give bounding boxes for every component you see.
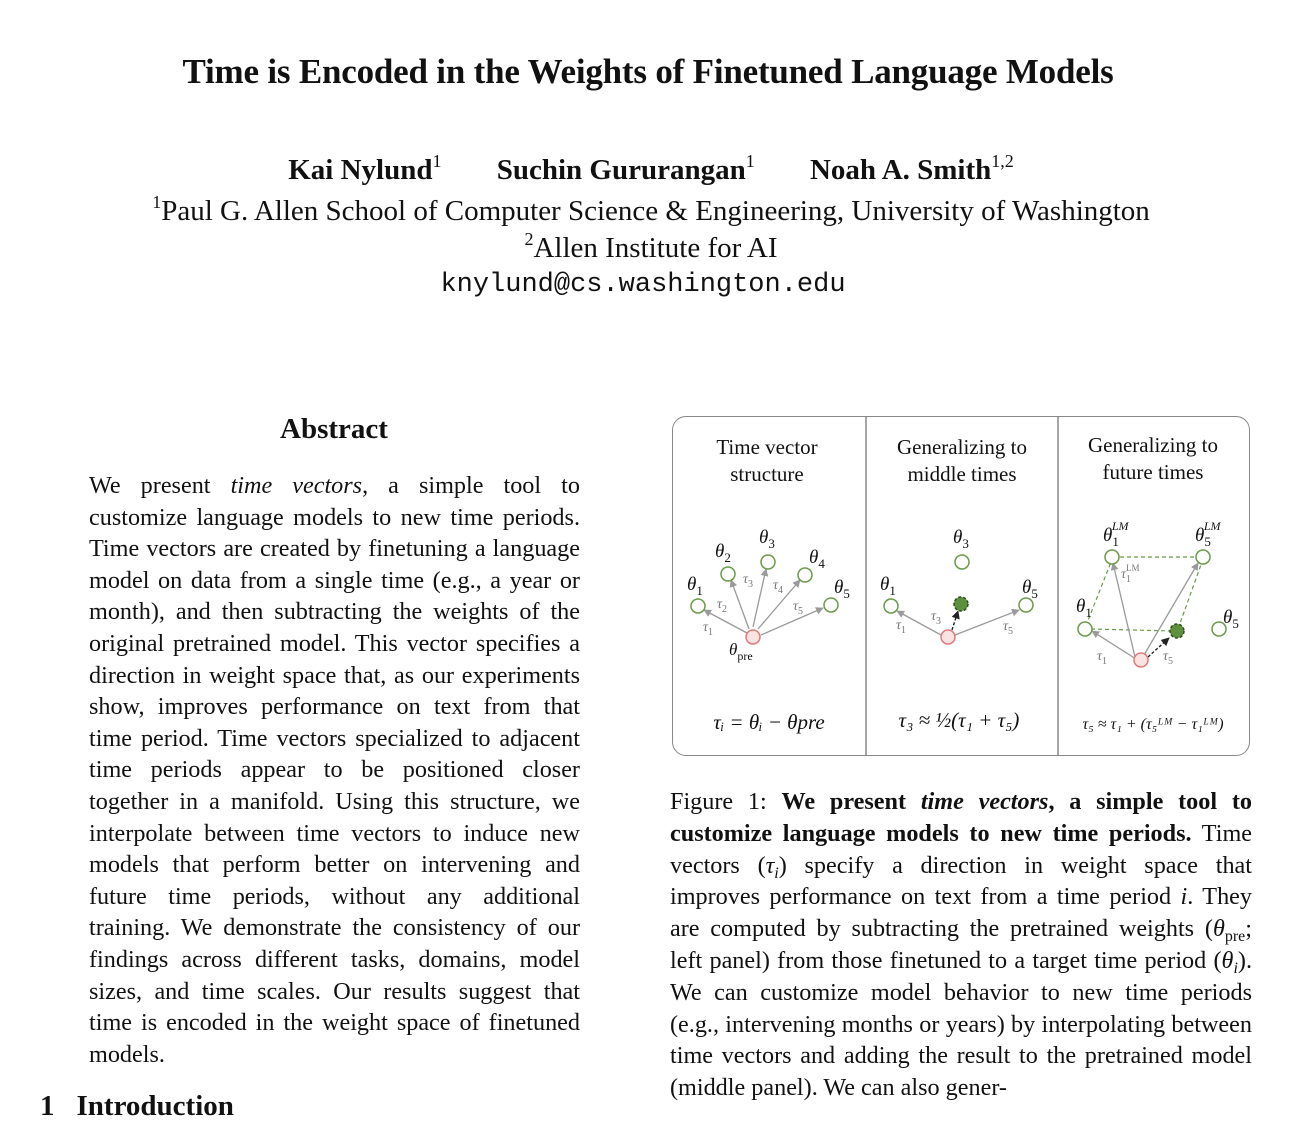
abstract-heading: Abstract <box>280 413 388 445</box>
caption-sub-i: i <box>774 864 779 882</box>
theta3-label: $\theta_3$ <box>953 527 969 551</box>
tau2-label: $\tau_2$ <box>717 597 728 615</box>
lm-dashed-edge <box>1091 629 1173 631</box>
theta-pre-node <box>746 630 760 644</box>
theta1-node <box>884 599 898 613</box>
author-affil-sup: 1,2 <box>991 151 1014 171</box>
caption-text-4: ; left panel) from those finetuned to a target time period ( <box>670 915 1252 974</box>
theta5-node <box>824 598 838 612</box>
tau4-label: $\tau_4$ <box>773 578 784 596</box>
panel-3-title-line2: future times <box>1102 460 1204 484</box>
theta4-node <box>798 568 812 582</box>
panel-1-equation: τᵢ = θᵢ − θpre <box>713 710 825 734</box>
theta-pre-node <box>1134 653 1148 667</box>
affil-text: Allen Institute for AI <box>533 232 778 264</box>
theta-pre-node <box>941 630 955 644</box>
theta4-label: $\theta_4$ <box>809 547 825 571</box>
caption-tau: τ <box>765 851 775 879</box>
affil-text: Paul G. Allen School of Computer Science & Engineering, University of Washington <box>161 195 1150 227</box>
panel-2-title-line1: Generalizing to <box>896 435 1028 459</box>
caption-label: Figure 1: <box>670 788 782 815</box>
caption-text-5: ). We can customize model behavior to new time periods (e.g., intervening months or years) by interpolating between time vectors and adding the result to the pretrained model (middle panel). We can also gener- <box>670 946 1252 1102</box>
tau2-arrow <box>731 580 749 629</box>
tau5-arrow <box>761 608 823 635</box>
caption-text-1: Time vectors ( <box>670 819 1252 879</box>
section-heading <box>40 1090 256 1123</box>
affiliation-1 <box>0 192 1302 228</box>
theta3-node <box>955 555 969 569</box>
affil-sup: 1 <box>152 192 162 212</box>
author-email[interactable]: knylund@cs.washington.edu <box>440 270 846 300</box>
theta2-label: $\theta_2$ <box>715 541 731 565</box>
tau3-label: $\tau_3$ <box>743 572 754 590</box>
tau5-label: $\tau_5$ <box>1003 619 1014 637</box>
author-affil-sup: 1 <box>745 151 755 171</box>
caption-i: i <box>1180 883 1188 911</box>
tau1-lm-label: $\tau_1LM$ <box>1121 563 1140 585</box>
tau-lm5-arrow <box>1144 563 1198 655</box>
author-name: Suchin Gururangan <box>496 154 746 186</box>
tau1-label: $\tau_1$ <box>896 618 907 636</box>
theta1-label: $\theta_1$ <box>687 574 703 598</box>
theta1-lm-label: $\theta_1LM$ <box>1103 519 1129 549</box>
theta5-label: $\theta_5$ <box>1223 607 1239 631</box>
theta2-node <box>721 567 735 581</box>
caption-bold-2: , a simple tool to customize language models to new time periods. <box>670 788 1253 847</box>
author-2 <box>496 151 755 186</box>
theta5-estimated-node <box>1170 624 1184 638</box>
caption-text-3: . They are computed by subtracting the pretrained weights ( <box>670 883 1252 943</box>
panel-3-equation: τ₅ ≈ τ₁ + (τ₅ᴸᴹ − τ₁ᴸᴹ) <box>1082 716 1224 733</box>
affiliation-2 <box>0 229 1302 265</box>
tau3-interp-arrow <box>952 611 958 630</box>
lm-dashed-edge <box>1178 559 1203 629</box>
author-list <box>0 151 1302 187</box>
tau5-label: $\tau_5$ <box>793 599 804 617</box>
tau1-label: $\tau_1$ <box>1097 649 1108 667</box>
tau3-arrow <box>753 569 766 627</box>
theta3-estimated-node <box>954 597 968 611</box>
theta5-label: $\theta_5$ <box>1022 577 1038 601</box>
abstract-text: , a simple tool to customize language models to new time periods. Time vectors are created by finetuning a language model on data from a single time (e.g., a year or month), and then subtracting the weights of the original pretrained model. This vector specifies a direction in weight space that, as our experiments show, improves performance on text from that time period. Time vectors specialized to adjacent time periods appear to be positioned closer together in a manifold. Using this structure, we interpolate between time vectors to induce new models that perform better on intervening and future time periods, without any additional training. We demonstrate the consistency of our findings across different tasks, domains, model sizes, and time scales. Our results suggest that time is encoded in the weight space of finetuned models. <box>89 472 580 1068</box>
affil-sup: 2 <box>524 229 534 249</box>
author-1 <box>288 151 442 186</box>
theta1-node <box>691 599 705 613</box>
theta3-label: $\theta_3$ <box>759 527 775 551</box>
theta1-label: $\theta_1$ <box>1076 596 1092 620</box>
caption-bold-1: We present <box>781 788 921 815</box>
caption-theta: θ <box>1212 915 1225 943</box>
theta5-label: $\theta_5$ <box>834 577 850 601</box>
theta3-node <box>761 555 775 569</box>
paper-title: Time is Encoded in the Weights of Finetuned Language Models <box>182 52 1114 91</box>
tau5-label: $\tau_5$ <box>1163 649 1174 667</box>
author-name: Kai Nylund <box>288 154 433 186</box>
abstract-term: time vectors <box>230 472 363 499</box>
figure-caption <box>670 786 1252 1104</box>
theta1-node <box>1078 622 1092 636</box>
theta1-lm-node <box>1105 550 1119 564</box>
figure-1 <box>672 416 1250 756</box>
author-affil-sup: 1 <box>432 151 442 171</box>
panel-1-title-line2: structure <box>730 462 804 486</box>
panel-2-title-line2: middle times <box>907 462 1017 486</box>
abstract-intro: We present <box>89 472 231 499</box>
section-title: Introduction <box>76 1090 234 1122</box>
panel-3-title-line1: Generalizing to <box>1087 433 1219 457</box>
theta5-lm-node <box>1196 550 1210 564</box>
theta1-label: $\theta_1$ <box>880 574 896 598</box>
caption-sub-pre: pre <box>1224 928 1246 946</box>
caption-sub-i-2: i <box>1233 959 1238 977</box>
figure-diagram <box>673 417 1250 756</box>
theta-pre-label: $\theta_{pre}$ <box>729 640 753 663</box>
panel-2-equation: τ₃ ≈ ½(τ₁ + τ₅) <box>898 708 1020 732</box>
tau3-label: $\tau_3$ <box>931 609 942 627</box>
author-3 <box>809 151 1014 186</box>
caption-text-2: ) specify a direction in weight space that improves performance on text from a time period <box>670 851 1252 911</box>
author-name: Noah A. Smith <box>809 154 992 186</box>
theta5-lm-label: $\theta_5LM$ <box>1195 519 1221 549</box>
caption-theta-2: θ <box>1221 946 1234 974</box>
panel-1-title-line1: Time vector <box>716 435 818 459</box>
abstract-body <box>89 470 580 1070</box>
tau1-label: $\tau_1$ <box>703 620 714 638</box>
section-number: 1 <box>40 1090 55 1122</box>
caption-bold-term: time vectors <box>920 788 1049 815</box>
